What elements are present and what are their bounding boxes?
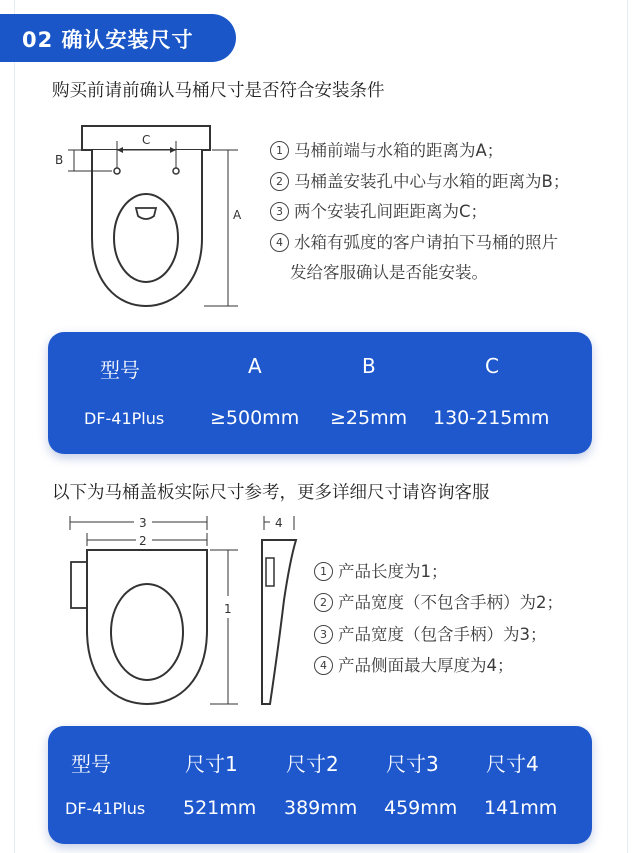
side-button (266, 558, 274, 586)
size-notes (314, 556, 563, 681)
table-cell: 389mm (284, 797, 358, 819)
dim-label-a: A (233, 208, 242, 222)
note-number: 1 (270, 141, 289, 160)
note-number: 4 (314, 656, 333, 675)
note-text: 产品宽度（不包含手柄）为2； (338, 593, 563, 613)
note-text: 马桶盖安装孔中心与水箱的距离为B； (294, 171, 570, 191)
note-item (314, 556, 563, 587)
table-header: 型号 (71, 752, 111, 776)
table-header: A (248, 354, 262, 378)
note-item (314, 587, 563, 618)
note-number: 2 (270, 172, 289, 191)
note-number: 3 (270, 202, 289, 221)
dim-label-1: 1 (224, 602, 232, 616)
spec-table-size (48, 726, 592, 844)
note-item (314, 650, 563, 681)
note-number: 3 (314, 625, 333, 644)
table-cell: ≥25mm (330, 407, 408, 429)
seat-handle (71, 562, 87, 608)
table-header: 型号 (100, 358, 140, 382)
intro2-text: 以下为马桶盖板实际尺寸参考，更多详细尺寸请咨询客服 (52, 483, 490, 503)
note-text: 马桶前端与水箱的距离为A； (294, 141, 504, 160)
note-text: 发给客服确认是否能安装。 (290, 263, 488, 282)
dim-label-4: 4 (275, 516, 283, 530)
section-number: 02 (22, 28, 54, 52)
note-number: 4 (270, 233, 289, 252)
table-header: 尺寸4 (486, 752, 539, 776)
section-title: 确认安装尺寸 (61, 28, 194, 52)
note-item (314, 619, 563, 650)
note-number: 2 (314, 593, 333, 612)
table-cell: 130-215mm (433, 407, 550, 429)
dim-label-3: 3 (139, 516, 147, 530)
table-cell: ≥500mm (210, 407, 300, 429)
table-cell-model: DF-41Plus (84, 409, 165, 428)
table-header: 尺寸2 (286, 752, 339, 776)
table-header: 尺寸3 (386, 752, 439, 776)
table-header: C (485, 354, 499, 378)
dim-label-c: C (142, 133, 151, 147)
dim-label-2: 2 (139, 534, 147, 548)
note-text: 产品宽度（包含手柄）为3； (338, 624, 547, 644)
note-text: 产品侧面最大厚度为4； (338, 655, 514, 675)
table-cell: 459mm (384, 797, 458, 819)
table-header: 尺寸1 (185, 752, 238, 776)
note-text: 两个安装孔间距距离为C； (294, 202, 488, 221)
dim-label-b: B (55, 153, 64, 167)
table-cell-model: DF-41Plus (65, 799, 146, 818)
note-text: 产品长度为1； (338, 562, 448, 581)
table-header: B (362, 354, 376, 378)
note-text: 水箱有弧度的客户请拍下马桶的照片 (294, 232, 558, 252)
note-number: 1 (314, 562, 333, 581)
seat-opening (111, 584, 183, 680)
intro-text: 购买前请前确认马桶尺寸是否符合安装条件 (52, 81, 385, 101)
table-cell: 141mm (484, 797, 558, 819)
table-cell: 521mm (183, 797, 257, 819)
